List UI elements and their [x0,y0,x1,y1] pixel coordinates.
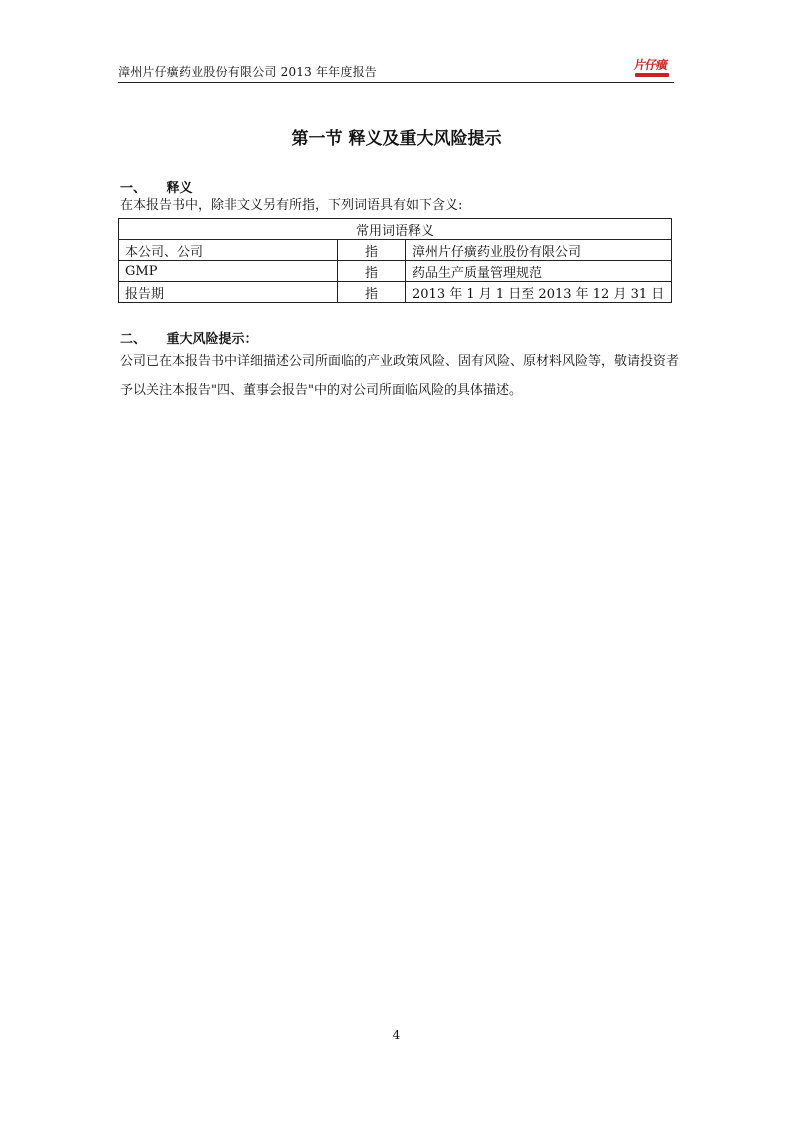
term-cell: 本公司、公司 [119,240,338,261]
company-logo-wordmark: 片仔癀 [633,58,668,72]
report-header-title: 漳州片仔癀药业股份有限公司 2013 年年度报告 [118,65,377,79]
risk-title: 重大风险提示： [166,332,258,347]
meaning-cell: 2013 年 1 月 1 日至 2013 年 12 月 31 日 [406,282,672,303]
section-title: 第一节 释义及重大风险提示 [291,129,502,149]
table-caption-row [119,219,672,240]
company-logo [634,58,669,79]
table-row [119,282,672,303]
operator-cell: 指 [338,240,406,261]
company-logo-underline [635,73,669,77]
meaning-cell: 漳州片仔癀药业股份有限公司 [406,240,672,261]
definitions-heading [120,177,193,196]
definitions-number: 一、 [120,181,147,196]
meaning-cell: 药品生产质量管理规范 [406,261,672,282]
definitions-table [118,218,672,303]
table-caption: 常用词语释义 [119,219,672,240]
table-row [119,261,672,282]
term-cell: GMP [119,261,338,282]
page-number: 4 [392,1028,401,1042]
risk-number: 二、 [120,332,147,347]
table-row [119,240,672,261]
operator-cell: 指 [338,261,406,282]
term-cell: 报告期 [119,282,338,303]
risk-heading [120,328,258,347]
definitions-title: 释义 [166,181,193,196]
page-header [118,58,674,83]
operator-cell: 指 [338,282,406,303]
definitions-intro: 在本报告书中，除非文义另有所指，下列词语具有如下含义: [120,198,463,213]
risk-paragraph: 公司已在本报告书中详细描述公司所面临的产业政策风险、固有风险、原材料风险等，敬请投资者予以关注本报告"四、董事会报告"中的对公司所面临风险的具体描述。 [120,354,680,398]
